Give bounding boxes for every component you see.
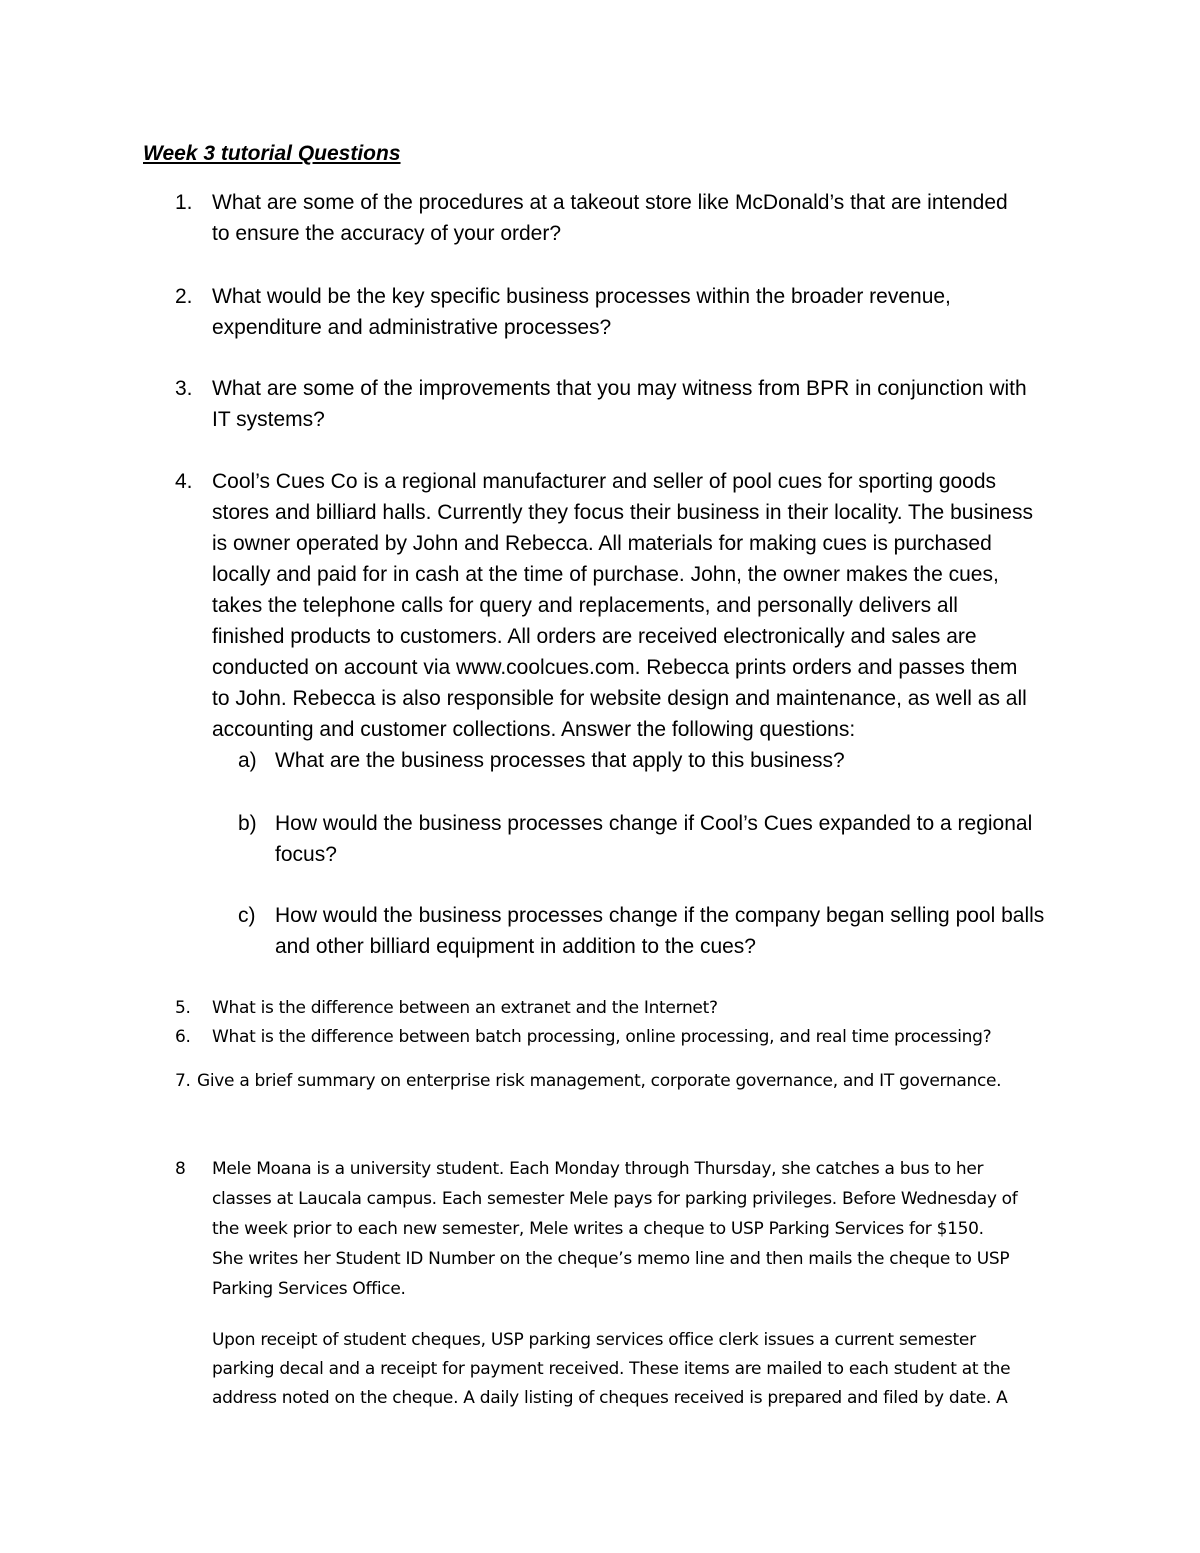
text-line: IT systems?	[212, 408, 325, 431]
question-text: Give a brief summary on enterprise risk management, corporate governance, and IT governance.	[197, 1071, 1002, 1091]
question-number: 3.	[175, 377, 193, 400]
text-line: How would the business processes change if the company began selling pool balls	[275, 904, 1045, 927]
text-line: classes at Laucala campus. Each semester Mele pays for parking privileges. Before Wednesday of	[212, 1189, 1018, 1209]
question-text	[212, 187, 1008, 249]
question-text: What is the difference between an extranet and the Internet?	[212, 998, 718, 1018]
text-line: parking decal and a receipt for payment received. These items are mailed to each student at the	[212, 1359, 1011, 1379]
text-line: address noted on the cheque. A daily listing of cheques received is prepared and filed by date. A	[212, 1388, 1008, 1408]
question-number: 6.	[175, 1027, 191, 1047]
text-line: How would the business processes change if Cool’s Cues expanded to a regional	[275, 812, 1033, 835]
question-number: 7.	[175, 1071, 191, 1091]
paragraph-text	[212, 1325, 1010, 1412]
sub-question-text	[275, 900, 1044, 962]
text-line: the week prior to each new semester, Mele writes a cheque to USP Parking Services for $150.	[212, 1219, 984, 1239]
question-number: 1.	[175, 191, 193, 214]
sub-question-text	[275, 808, 1032, 870]
question-text	[212, 1154, 1017, 1304]
question-text	[212, 466, 1033, 745]
text-line: accounting and customer collections. Answer the following questions:	[212, 718, 856, 741]
page-title: Week 3 tutorial Questions	[143, 142, 401, 165]
text-line: What are some of the improvements that you may witness from BPR in conjunction with	[212, 377, 1027, 400]
sub-question-label: b)	[238, 812, 257, 835]
text-line: Parking Services Office.	[212, 1279, 406, 1299]
text-line: focus?	[275, 843, 337, 866]
text-line: to ensure the accuracy of your order?	[212, 222, 562, 245]
sub-question-label: a)	[238, 749, 257, 772]
text-line: to John. Rebecca is also responsible for website design and maintenance, as well as all	[212, 687, 1027, 710]
text-line: What would be the key specific business processes within the broader revenue,	[212, 285, 951, 308]
text-line: expenditure and administrative processes?	[212, 316, 612, 339]
question-number: 5.	[175, 998, 191, 1018]
question-text	[212, 281, 951, 343]
text-line: What are the business processes that apply to this business?	[275, 749, 845, 772]
sub-question-label: c)	[238, 904, 256, 927]
text-line: finished products to customers. All orders are received electronically and sales are	[212, 625, 977, 648]
sub-question-text	[275, 745, 845, 776]
text-line: conducted on account via www.coolcues.com. Rebecca prints orders and passes them	[212, 656, 1018, 679]
question-number: 8	[175, 1159, 186, 1179]
text-line: and other billiard equipment in addition to the cues?	[275, 935, 756, 958]
question-number: 4.	[175, 470, 193, 493]
text-line: She writes her Student ID Number on the cheque’s memo line and then mails the cheque to USP	[212, 1249, 1010, 1269]
text-line: Upon receipt of student cheques, USP parking services office clerk issues a current semester	[212, 1330, 976, 1350]
text-line: Cool’s Cues Co is a regional manufacturer and seller of pool cues for sporting goods	[212, 470, 997, 493]
question-text: What is the difference between batch processing, online processing, and real time processing?	[212, 1027, 992, 1047]
question-number: 2.	[175, 285, 193, 308]
question-text	[212, 373, 1027, 435]
text-line: What are some of the procedures at a takeout store like McDonald’s that are intended	[212, 191, 1008, 214]
text-line: Mele Moana is a university student. Each Monday through Thursday, she catches a bus to her	[212, 1159, 984, 1179]
text-line: stores and billiard halls. Currently they focus their business in their locality. The business	[212, 501, 1033, 524]
text-line: takes the telephone calls for query and replacements, and personally delivers all	[212, 594, 958, 617]
text-line: is owner operated by John and Rebecca. All materials for making cues is purchased	[212, 532, 992, 555]
text-line: locally and paid for in cash at the time of purchase. John, the owner makes the cues,	[212, 563, 999, 586]
